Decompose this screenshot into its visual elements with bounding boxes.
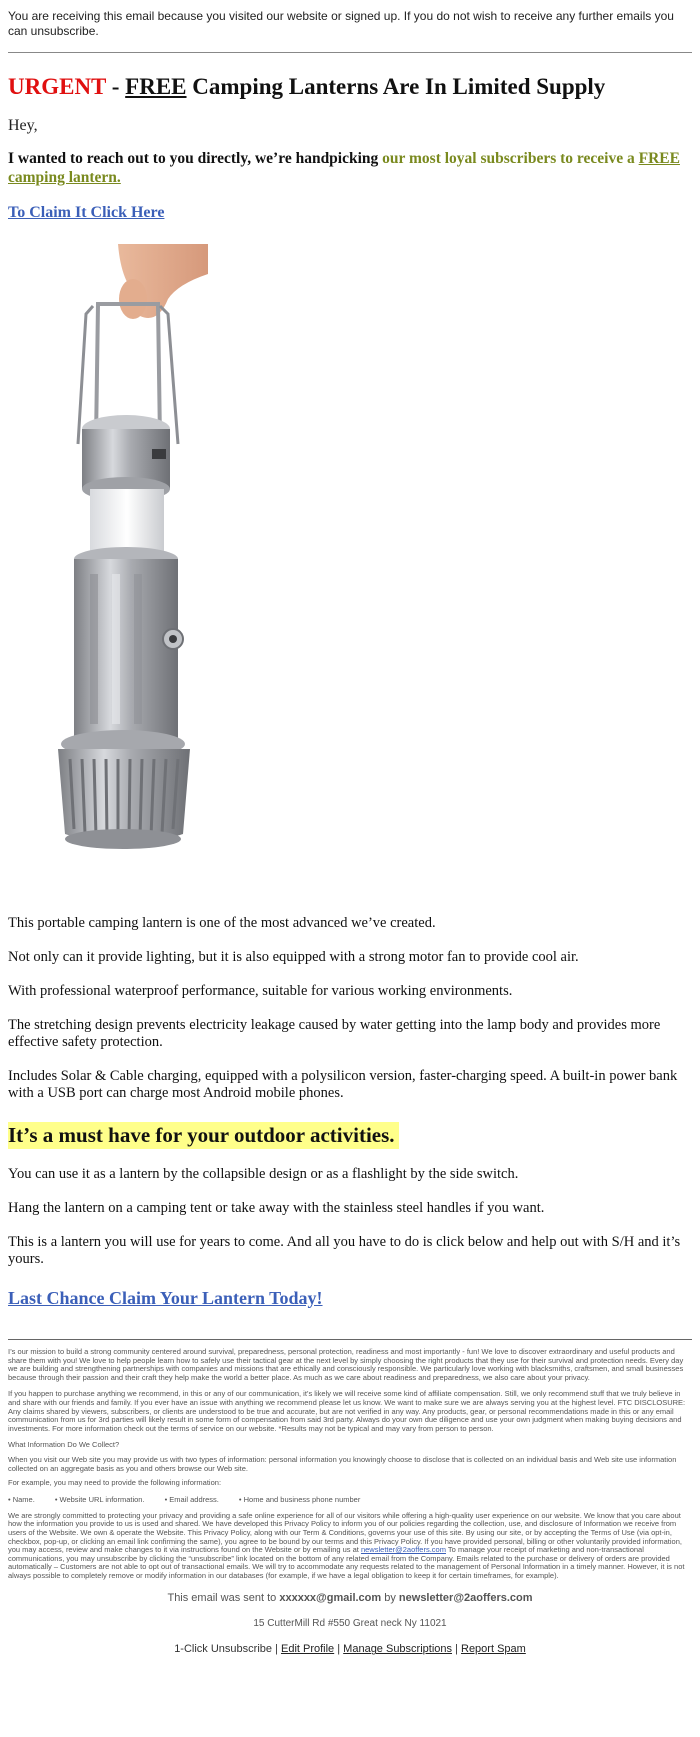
sent-prefix: This email was sent to: [167, 1592, 280, 1605]
mission-text: I’s our mission to build a strong community centered around survival, preparedness, personal protection, readiness and most importantly - fun! We love to discover extraordinary and useful products and share them with you! We love to help people learn how to safely use their tactical gear at the next level by simply choosing the right products that they use for their survival and protection needs. Every day we are building and strengthening partnerships with companies and missions that are ethically and consciously responsible. We particularly love working with blacksmiths, craftsmen, and small businesses because through their passion and their craft they help make the world a better place. As much as we care about readiness and preparedness, we also care about your privacy.: [8, 1347, 684, 1382]
link-separator: |: [334, 1643, 344, 1656]
footer-divider: [8, 1339, 692, 1340]
paragraph: Not only can it provide lighting, but it is also equipped with a strong motor fan to provide cool air.: [8, 949, 579, 965]
urgent-label: URGENT: [8, 74, 106, 99]
email-body: [8, 0, 692, 1655]
affiliate-disclosure: If you happen to purchase anything we recommend, in this or any of our communication, it’s likely we will receive some kind of affiliate compensation. Still, we only recommend stuff that we truly believe in and share with our friends and family. If you ever have an issue with anything we recommend please let us know. We want to make sure we are always serving you at the highest level. FTC DISCLOSURE: Any claims shared by viewers, subscribers, or clients are understood to be true and accurate, but are not verified in any way. Any products, gear, or personal recommendations made in this or any email communication from us for 3rd parties will likely result in some form of compensation from said 3rd party. Always do your own due diligence and use your own judgment when making buying decisions and investments. For more information check out the terms of service on our website. *Results may not be typical and may vary from person to person.: [8, 1389, 686, 1433]
privacy-policy-text: [8, 1512, 692, 1581]
example-text: For example, you may need to provide the following information:: [8, 1478, 222, 1488]
lantern-image: [8, 244, 208, 909]
footer-links: [8, 1643, 692, 1655]
link-separator: |: [452, 1643, 461, 1656]
sent-by: by: [381, 1592, 399, 1605]
intro-lead: I wanted to reach out to you directly, we’re handpicking: [8, 150, 383, 167]
manage-subscriptions-link[interactable]: Manage Subscriptions: [343, 1643, 453, 1656]
info-bullet-list: [8, 1495, 692, 1504]
privacy-text-b: To manage your receipt of marketing and non-transactional communications, you may unsubscribe by clicking the “unsubscribe” link located on the bottom of any related email from the Company. Emails related to the purchase or delivery of orders are provided automatically – Customers are not able to opt out of transactional emails. We will try to accommodate any requests related to the management of Personal Information in a timely manner. However, it is not always possible to completely remove or modify information in our databases (for example, if we have a legal obligation to keep it for certain timeframes, for example).: [8, 1545, 685, 1580]
paragraph: Includes Solar & Cable charging, equipped with a polysilicon version, faster-charging speed. A built-in power bank with a USB port can charge most Android mobile phones.: [8, 1068, 678, 1101]
one-click-unsubscribe[interactable]: 1-Click Unsubscribe: [174, 1643, 272, 1656]
collect-body: When you visit our Web site you may provide us with two types of information: personal information you knowingly choose to disclose that is collected on an individual basis and Web site use information collected on an aggregate basis as you and others browse our Web site.: [8, 1454, 677, 1473]
bullet-item: • Home and business phone number: [238, 1494, 361, 1504]
paragraph: You can use it as a lantern by the collapsible design or as a flashlight by the side switch.: [8, 1166, 519, 1182]
paragraph: The stretching design prevents electricity leakage caused by water getting into the lamp body and provides more effective safety protection.: [8, 1017, 661, 1050]
bullet-item: • Name.: [8, 1494, 35, 1504]
free-label: FREE: [125, 74, 187, 99]
must-have-heading: It’s a must have for your outdoor activities.: [8, 1122, 399, 1149]
sent-to-line: [8, 1592, 692, 1604]
paragraph: This is a lantern you will use for years to come. And all you have to do is click below and help out with S/H and it’s yours.: [8, 1234, 681, 1267]
unsubscribe-notice: You are receiving this email because you visited our website or signed up. If you do not wish to receive any further emails you can unsubscribe.: [8, 9, 674, 38]
paragraph: This portable camping lantern is one of the most advanced we’ve created.: [8, 915, 436, 931]
privacy-email-link[interactable]: newsletter@2aoffers.com: [360, 1545, 446, 1555]
top-divider: [8, 52, 692, 53]
last-chance-link[interactable]: Last Chance Claim Your Lantern Today!: [8, 1288, 323, 1308]
intro-free-lantern-link[interactable]: FREE camping lantern.: [8, 150, 680, 186]
collect-heading: What Information Do We Collect?: [8, 1440, 120, 1450]
report-spam-link[interactable]: Report Spam: [461, 1643, 526, 1656]
recipient-email: xxxxxx@gmail.com: [279, 1592, 382, 1605]
claim-link[interactable]: To Claim It Click Here: [8, 204, 165, 221]
mailing-address: 15 CutterMill Rd #550 Great neck Ny 11021: [253, 1618, 447, 1630]
privacy-text-a: We are strongly committed to protecting your privacy and providing a safe online experience for all of our visitors while offering a high-quality user experience on our website. We know that you care about how the information you provide to us is used and shared. We have developed this Privacy Policy to inform you of our policies regarding the collection, use, and disclosure of Information we receive from users of the Website. We own & operate the Website. This Privacy Policy, along with our Term & Conditions, governs your use of this site. By using our site, or by accepting the Terms of Use (via opt-in, checkbox, pop-up, or clicking an email link confirming the same), you agree to be bound by our terms and this Privacy Policy. If you have provided personal, billing or other voluntarily provided information, you may access, review and make changes to it via instructions found on the Website or by emailing us at: [8, 1510, 682, 1555]
paragraph: Hang the lantern on a camping tent or take away with the stainless steel handles if you want.: [8, 1200, 545, 1216]
paragraph: With professional waterproof performance, suitable for various working environments.: [8, 983, 513, 999]
intro-highlight: our most loyal subscribers to receive a: [382, 150, 639, 167]
sender-email: newsletter@2aoffers.com: [398, 1592, 533, 1605]
edit-profile-link[interactable]: Edit Profile: [280, 1643, 335, 1656]
headline: [8, 73, 692, 101]
bullet-item: • Website URL information.: [54, 1494, 145, 1504]
headline-dash: -: [106, 74, 126, 99]
intro-text: [8, 149, 692, 187]
greeting: Hey,: [8, 117, 38, 134]
headline-rest: Camping Lanterns Are In Limited Supply: [186, 74, 606, 99]
lantern-product-image[interactable]: [8, 244, 208, 909]
link-separator: |: [272, 1643, 281, 1656]
bullet-item: • Email address.: [164, 1494, 219, 1504]
